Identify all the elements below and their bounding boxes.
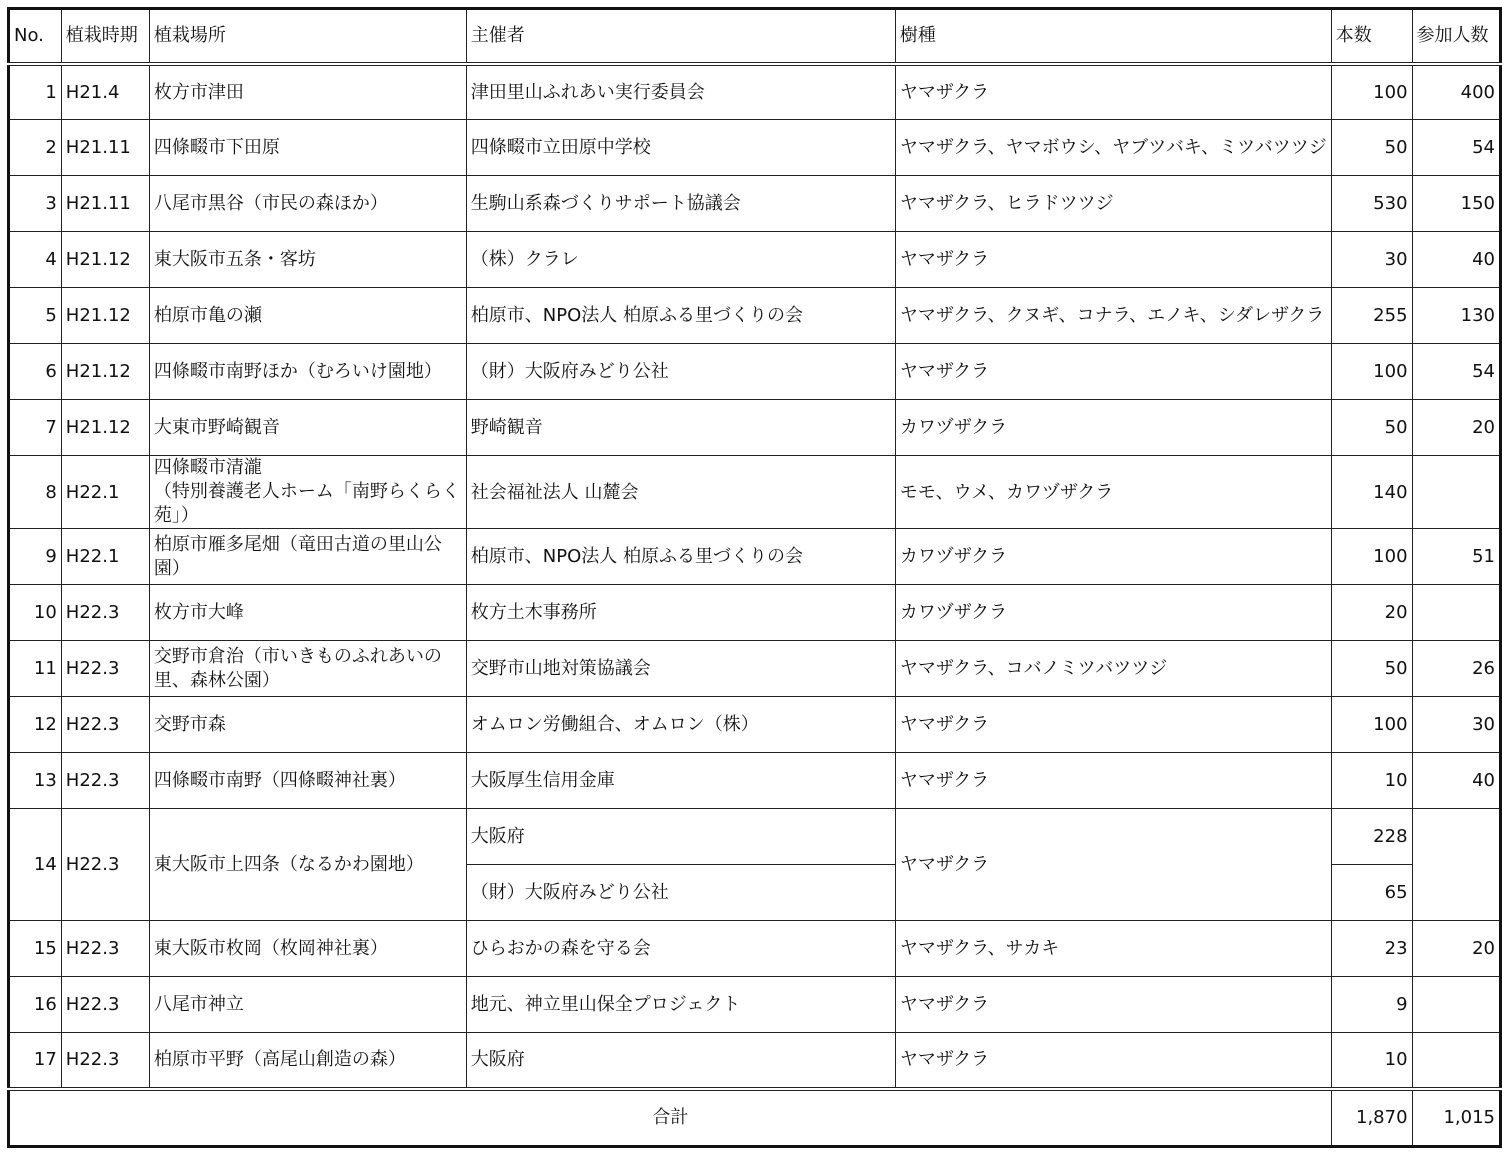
cell-organizer[interactable]: 地元、神立里山保全プロジェクト (466, 977, 895, 1033)
total-count[interactable]: 1,870 (1331, 1089, 1412, 1147)
cell-participants[interactable]: 26 (1412, 641, 1500, 697)
table-row (9, 288, 1501, 344)
cell-place[interactable]: 柏原市亀の瀬 (149, 288, 466, 344)
cell-count[interactable]: 30 (1331, 232, 1412, 288)
cell-place[interactable]: 四條畷市下田原 (149, 120, 466, 176)
cell-organizer[interactable]: 大阪府 (466, 809, 895, 865)
cell-no[interactable]: 6 (9, 344, 62, 400)
cell-no[interactable]: 10 (9, 585, 62, 641)
table-row (9, 641, 1501, 697)
cell-period[interactable]: H22.3 (61, 809, 149, 921)
cell-count[interactable]: 50 (1331, 400, 1412, 456)
table-row (9, 456, 1501, 529)
cell-count[interactable]: 100 (1331, 344, 1412, 400)
cell-period[interactable]: H22.1 (61, 529, 149, 585)
cell-no[interactable]: 15 (9, 921, 62, 977)
cell-count[interactable]: 65 (1331, 865, 1412, 921)
cell-organizer[interactable]: 大阪府 (466, 1033, 895, 1089)
cell-participants[interactable]: 130 (1412, 288, 1500, 344)
table-row (9, 400, 1501, 456)
cell-period[interactable]: H21.12 (61, 288, 149, 344)
cell-period[interactable]: H21.11 (61, 176, 149, 232)
cell-organizer[interactable]: 社会福祉法人 山麓会 (466, 456, 895, 529)
header-no[interactable]: No. (9, 9, 62, 64)
table-row (9, 977, 1501, 1033)
table-row (9, 753, 1501, 809)
cell-no[interactable]: 14 (9, 809, 62, 921)
table-row (9, 120, 1501, 176)
cell-place[interactable]: 柏原市平野（高尾山創造の森） (149, 1033, 466, 1089)
cell-participants[interactable]: 51 (1412, 529, 1500, 585)
cell-organizer[interactable]: 津田里山ふれあい実行委員会 (466, 64, 895, 120)
cell-organizer[interactable]: （財）大阪府みどり公社 (466, 865, 895, 921)
cell-period[interactable]: H21.12 (61, 400, 149, 456)
cell-no[interactable]: 4 (9, 232, 62, 288)
cell-period[interactable]: H21.4 (61, 64, 149, 120)
cell-place[interactable]: 枚方市津田 (149, 64, 466, 120)
table-row (9, 64, 1501, 120)
cell-organizer[interactable]: 大阪厚生信用金庫 (466, 753, 895, 809)
cell-period[interactable]: H21.12 (61, 232, 149, 288)
cell-place[interactable]: 大東市野崎観音 (149, 400, 466, 456)
cell-no[interactable]: 8 (9, 456, 62, 529)
cell-count[interactable]: 10 (1331, 753, 1412, 809)
cell-organizer[interactable]: 生駒山系森づくりサポート協議会 (466, 176, 895, 232)
cell-organizer[interactable]: ひらおかの森を守る会 (466, 921, 895, 977)
cell-place[interactable]: 四條畷市南野（四條畷神社裏） (149, 753, 466, 809)
cell-place[interactable]: 東大阪市五条・客坊 (149, 232, 466, 288)
cell-count[interactable]: 23 (1331, 921, 1412, 977)
cell-participants[interactable]: 54 (1412, 120, 1500, 176)
cell-period[interactable]: H22.3 (61, 1033, 149, 1089)
cell-no[interactable]: 12 (9, 697, 62, 753)
cell-participants[interactable]: 54 (1412, 344, 1500, 400)
total-participants[interactable]: 1,015 (1412, 1089, 1500, 1147)
cell-species[interactable]: モモ、ウメ、カワヅザクラ (895, 456, 1331, 529)
cell-period[interactable]: H22.3 (61, 977, 149, 1033)
cell-period[interactable]: H22.3 (61, 641, 149, 697)
cell-organizer[interactable]: （財）大阪府みどり公社 (466, 344, 895, 400)
cell-species[interactable]: ヤマザクラ (895, 809, 1331, 921)
cell-count[interactable]: 20 (1331, 585, 1412, 641)
cell-participants[interactable]: 40 (1412, 232, 1500, 288)
cell-species[interactable]: ヤマザクラ、ヤマボウシ、ヤブツバキ、ミツバツツジ (895, 120, 1331, 176)
planting-table (7, 7, 1502, 1148)
cell-species[interactable]: ヤマザクラ、ヒラドツツジ (895, 176, 1331, 232)
cell-participants[interactable]: 30 (1412, 697, 1500, 753)
header-organizer[interactable]: 主催者 (466, 9, 895, 64)
cell-count[interactable]: 9 (1331, 977, 1412, 1033)
cell-count[interactable]: 50 (1331, 120, 1412, 176)
cell-period[interactable]: H22.3 (61, 585, 149, 641)
cell-place[interactable]: 八尾市黒谷（市民の森ほか） (149, 176, 466, 232)
cell-organizer[interactable]: オムロン労働組合、オムロン（株） (466, 697, 895, 753)
cell-period[interactable]: H21.11 (61, 120, 149, 176)
total-label[interactable]: 合計 (9, 1089, 1332, 1147)
cell-no[interactable]: 11 (9, 641, 62, 697)
cell-participants[interactable] (1412, 1033, 1500, 1089)
cell-period[interactable]: H22.3 (61, 697, 149, 753)
table-row (9, 921, 1501, 977)
header-participants[interactable]: 参加人数 (1412, 9, 1500, 64)
cell-species[interactable]: カワヅザクラ (895, 585, 1331, 641)
cell-no[interactable]: 3 (9, 176, 62, 232)
cell-count[interactable]: 100 (1331, 529, 1412, 585)
cell-species[interactable]: ヤマザクラ (895, 753, 1331, 809)
cell-organizer[interactable]: 枚方土木事務所 (466, 585, 895, 641)
cell-participants[interactable]: 20 (1412, 921, 1500, 977)
cell-place[interactable]: 四條畷市南野ほか（むろいけ園地） (149, 344, 466, 400)
cell-organizer[interactable]: 交野市山地対策協議会 (466, 641, 895, 697)
cell-count[interactable]: 140 (1331, 456, 1412, 529)
header-row (9, 9, 1501, 64)
header-period[interactable]: 植栽時期 (61, 9, 149, 64)
cell-no[interactable]: 9 (9, 529, 62, 585)
cell-no[interactable]: 16 (9, 977, 62, 1033)
cell-count[interactable]: 100 (1331, 697, 1412, 753)
total-row (9, 1089, 1501, 1147)
cell-species[interactable]: ヤマザクラ、クヌギ、コナラ、エノキ、シダレザクラ (895, 288, 1331, 344)
cell-species[interactable]: ヤマザクラ (895, 697, 1331, 753)
cell-participants[interactable] (1412, 977, 1500, 1033)
table-row (9, 232, 1501, 288)
cell-species[interactable]: ヤマザクラ、コバノミツバツツジ (895, 641, 1331, 697)
cell-species[interactable]: ヤマザクラ、サカキ (895, 921, 1331, 977)
cell-no[interactable]: 2 (9, 120, 62, 176)
cell-no[interactable]: 13 (9, 753, 62, 809)
cell-participants[interactable]: 150 (1412, 176, 1500, 232)
cell-species[interactable]: ヤマザクラ (895, 344, 1331, 400)
cell-count[interactable]: 530 (1331, 176, 1412, 232)
table-row (9, 344, 1501, 400)
cell-organizer[interactable]: 柏原市、NPO法人 柏原ふる里づくりの会 (466, 529, 895, 585)
table-row (9, 697, 1501, 753)
cell-organizer[interactable]: （株）クラレ (466, 232, 895, 288)
header-count[interactable]: 本数 (1331, 9, 1412, 64)
cell-place[interactable]: 東大阪市枚岡（枚岡神社裏） (149, 921, 466, 977)
cell-participants[interactable]: 400 (1412, 64, 1500, 120)
cell-place[interactable]: 枚方市大峰 (149, 585, 466, 641)
cell-participants[interactable]: 20 (1412, 400, 1500, 456)
cell-count[interactable]: 100 (1331, 64, 1412, 120)
table-row (9, 1033, 1501, 1089)
header-place[interactable]: 植栽場所 (149, 9, 466, 64)
table-row (9, 176, 1501, 232)
cell-organizer[interactable]: 四條畷市立田原中学校 (466, 120, 895, 176)
cell-count[interactable]: 255 (1331, 288, 1412, 344)
cell-place[interactable]: 交野市森 (149, 697, 466, 753)
table-row (9, 809, 1501, 865)
cell-period[interactable]: H22.1 (61, 456, 149, 529)
cell-species[interactable]: ヤマザクラ (895, 64, 1331, 120)
cell-species[interactable]: ヤマザクラ (895, 1033, 1331, 1089)
cell-count[interactable]: 10 (1331, 1033, 1412, 1089)
cell-period[interactable]: H22.3 (61, 921, 149, 977)
cell-place[interactable]: 四條畷市清瀧 （特別養護老人ホーム「南野らくらく苑」） (149, 456, 466, 529)
cell-count[interactable]: 50 (1331, 641, 1412, 697)
cell-participants[interactable] (1412, 456, 1500, 529)
cell-organizer[interactable]: 野崎観音 (466, 400, 895, 456)
cell-place[interactable]: 東大阪市上四条（なるかわ園地） (149, 809, 466, 921)
table-row (9, 585, 1501, 641)
cell-organizer[interactable]: 柏原市、NPO法人 柏原ふる里づくりの会 (466, 288, 895, 344)
cell-place[interactable]: 交野市倉治（市いきものふれあいの里、森林公園） (149, 641, 466, 697)
cell-period[interactable]: H22.3 (61, 753, 149, 809)
cell-species[interactable]: カワヅザクラ (895, 529, 1331, 585)
cell-place[interactable]: 八尾市神立 (149, 977, 466, 1033)
header-species[interactable]: 樹種 (895, 9, 1331, 64)
cell-species[interactable]: ヤマザクラ (895, 232, 1331, 288)
table-row (9, 529, 1501, 585)
cell-place[interactable]: 柏原市雁多尾畑（竜田古道の里山公園） (149, 529, 466, 585)
cell-period[interactable]: H21.12 (61, 344, 149, 400)
cell-no[interactable]: 1 (9, 64, 62, 120)
cell-participants[interactable]: 40 (1412, 753, 1500, 809)
cell-no[interactable]: 5 (9, 288, 62, 344)
cell-participants[interactable] (1412, 585, 1500, 641)
cell-participants[interactable] (1412, 809, 1500, 921)
cell-no[interactable]: 7 (9, 400, 62, 456)
cell-count[interactable]: 228 (1331, 809, 1412, 865)
cell-species[interactable]: カワヅザクラ (895, 400, 1331, 456)
cell-no[interactable]: 17 (9, 1033, 62, 1089)
cell-species[interactable]: ヤマザクラ (895, 977, 1331, 1033)
